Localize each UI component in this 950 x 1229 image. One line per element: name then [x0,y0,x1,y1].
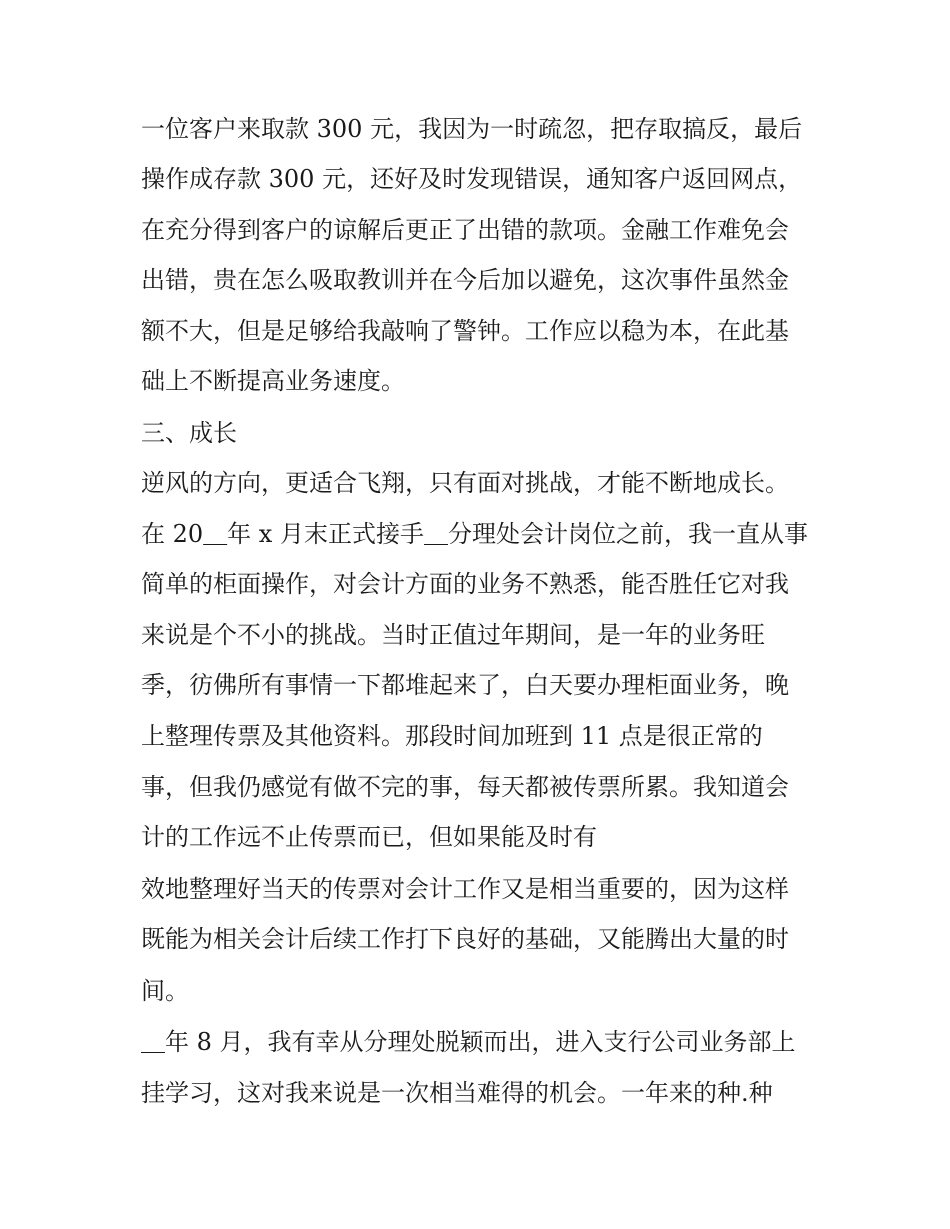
text-line: 操作成存款 300 元，还好及时发现错误，通知客户返回网点， [141,165,803,193]
text-line: 在充分得到客户的谅解后更正了出错的款项。金融工作难免会 [141,216,789,244]
text-line: 事，但我仍感觉有做不完的事，每天都被传票所累。我知道会 [141,773,789,801]
text-line: 季，彷佛所有事情一下都堆起来了，白天要办理柜面业务，晚 [141,671,789,699]
text-line: 额不大，但是足够给我敲响了警钟。工作应以稳为本，在此基 [141,317,789,345]
section-heading: 三、成长 [141,419,237,447]
text-line: 既能为相关会计后续工作打下良好的基础，又能腾出大量的时 [141,925,789,953]
text-line: 一位客户来取款 300 元，我因为一时疏忽，把存取搞反，最后 [141,115,803,143]
text-line: 效地整理好当天的传票对会计工作又是相当重要的，因为这样 [141,875,789,903]
text-line: 计的工作远不止传票而已，但如果能及时有 [141,823,597,851]
text-line: 础上不断提高业务速度。 [141,367,405,395]
text-line: 上整理传票及其他资料。那段时间加班到 11 点是很正常的 [141,722,763,750]
text-line: 出错，贵在怎么吸取教训并在今后加以避免，这次事件虽然金 [141,266,789,294]
text-line: 间。 [141,977,189,1005]
text-line: 挂学习，这对我来说是一次相当难得的机会。一年来的种.种 [141,1079,773,1107]
text-line: 简单的柜面操作，对会计方面的业务不熟悉，能否胜任它对我 [141,570,789,598]
text-line: 逆风的方向，更适合飞翔，只有面对挑战，才能不断地成长。 [141,469,789,497]
text-line: ＿年 8 月，我有幸从分理处脱颖而出，进入支行公司业务部上 [141,1028,796,1056]
text-line: 在 20＿年 x 月末正式接手＿分理处会计岗位之前，我一直从事 [141,520,808,548]
text-line: 来说是个不小的挑战。当时正值过年期间，是一年的业务旺 [141,621,765,649]
